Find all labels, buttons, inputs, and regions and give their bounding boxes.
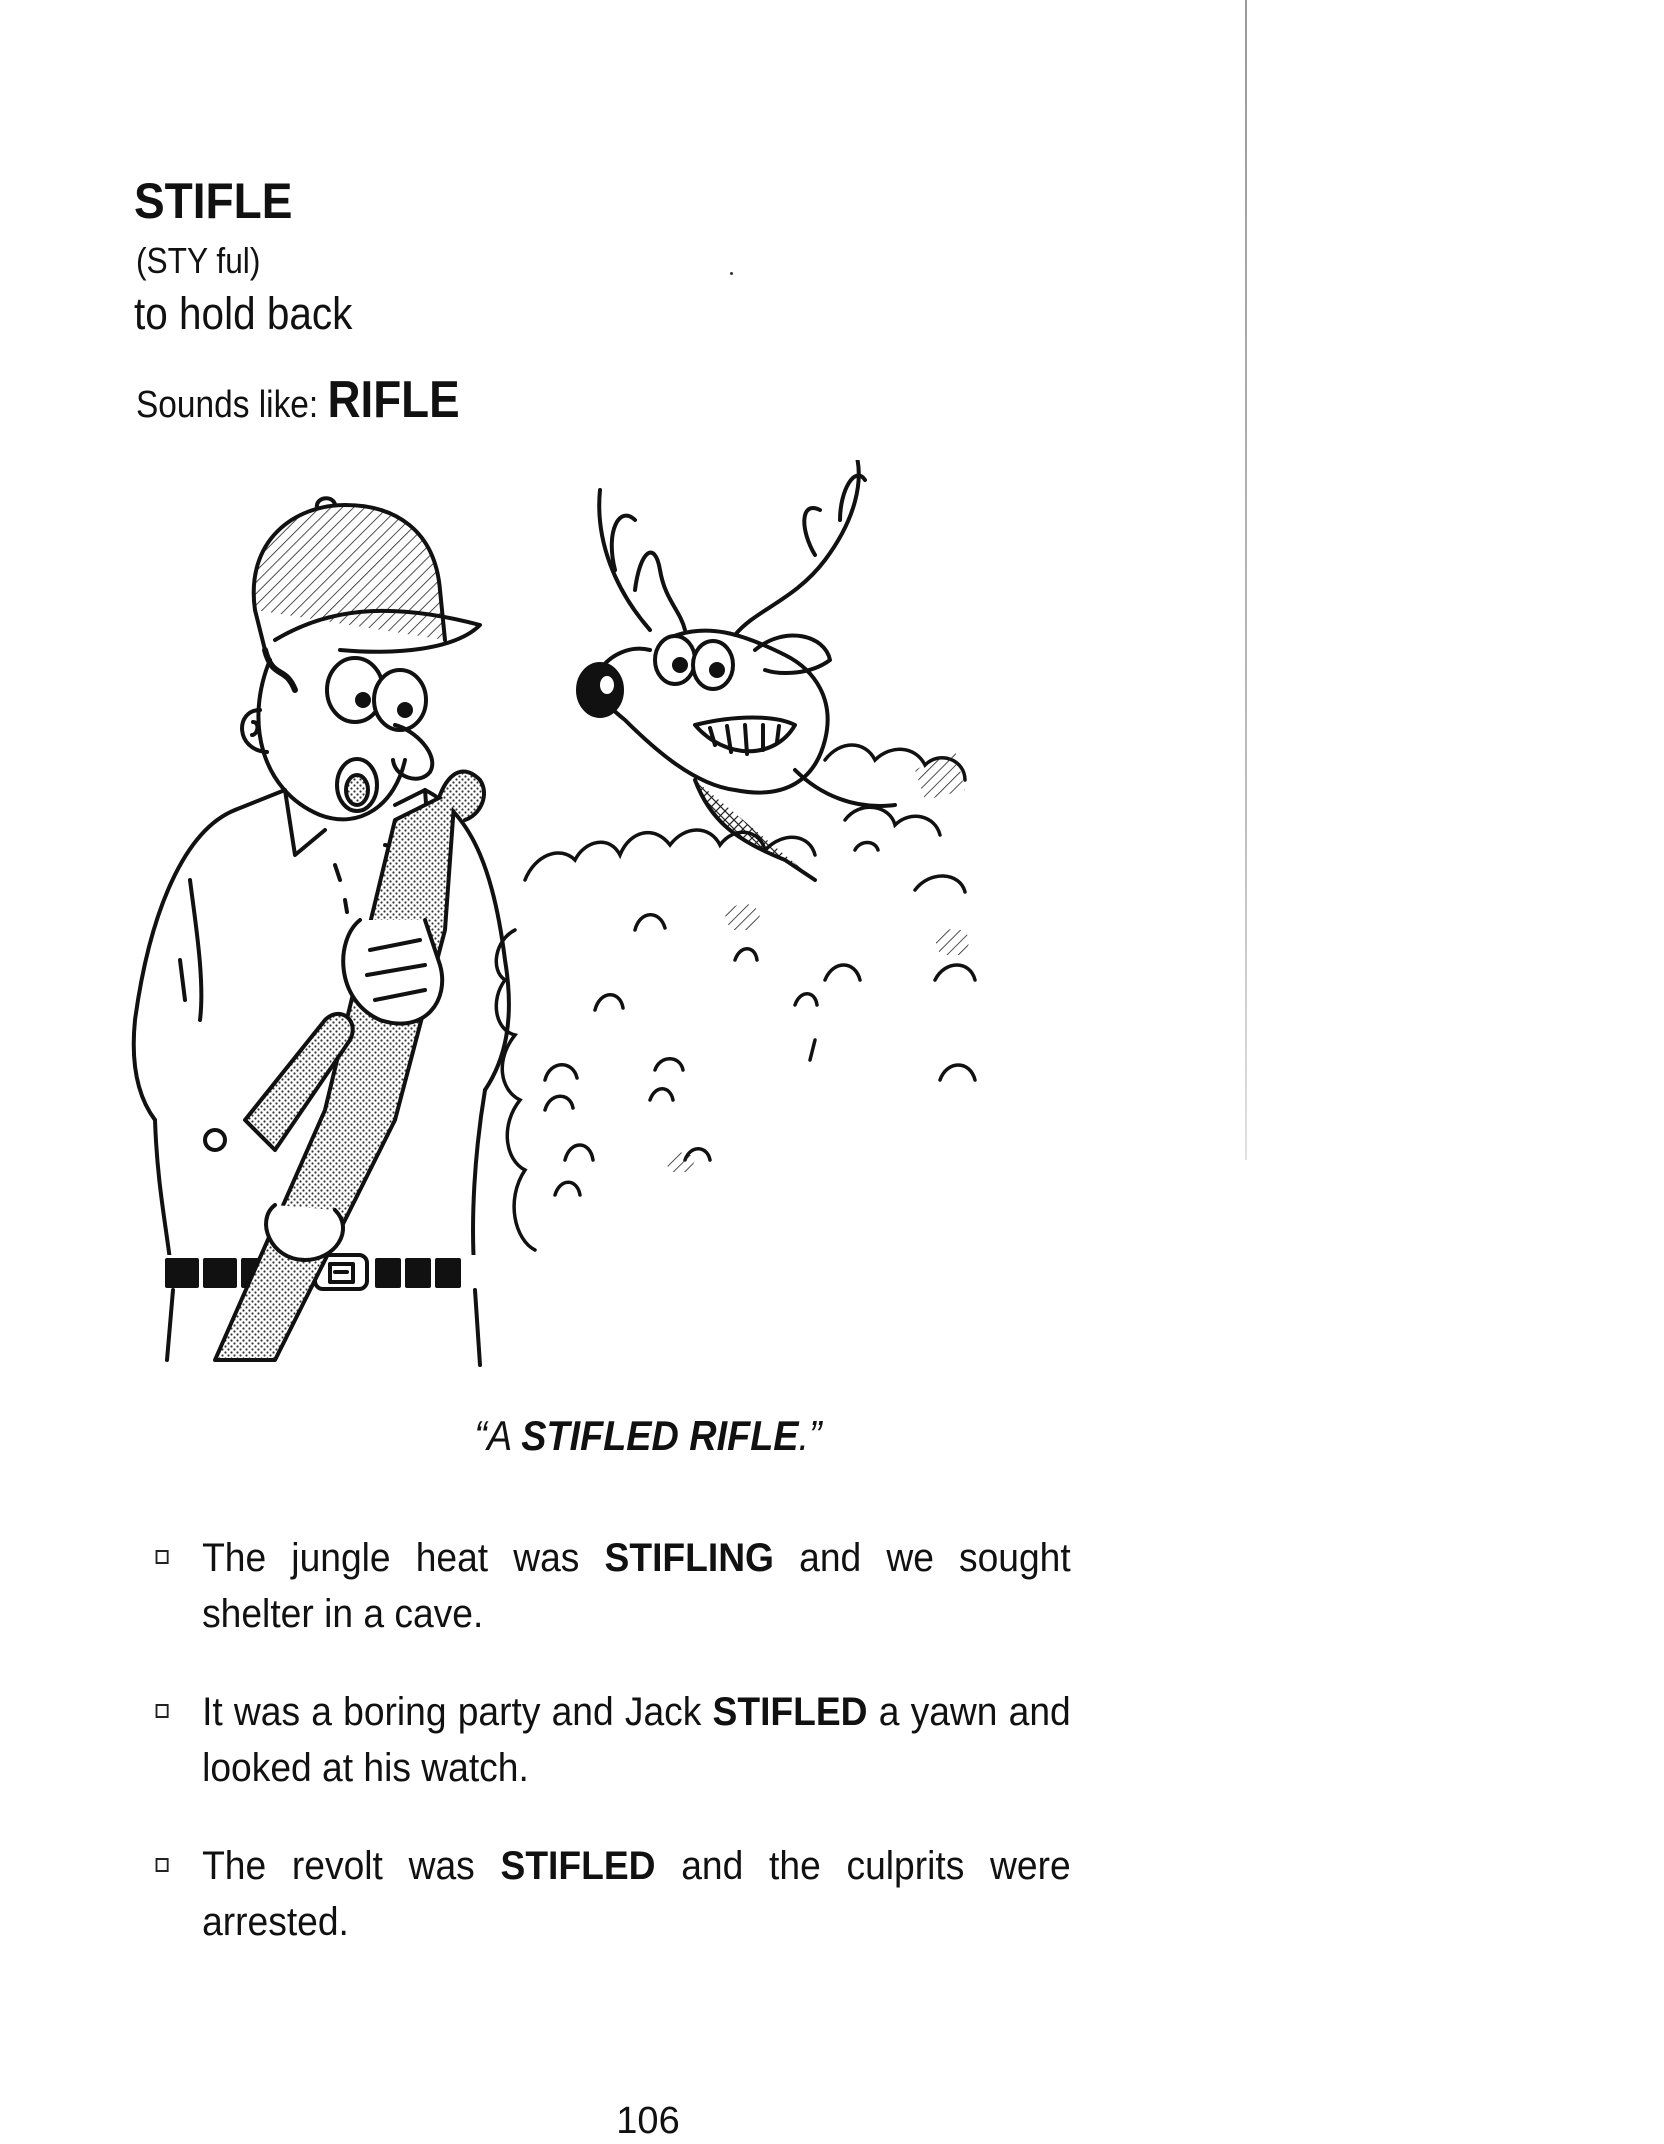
example-text-before: The revolt was	[202, 1844, 501, 1888]
example-keyword: STIFLING	[604, 1536, 775, 1580]
example-text-before: It was a boring party and Jack	[202, 1690, 713, 1734]
illustration-caption	[65, 1412, 1231, 1460]
checkbox-bullet-icon	[156, 1704, 169, 1718]
page-number: 106	[616, 2100, 680, 2142]
checkbox-bullet-icon	[156, 1550, 169, 1564]
example-sentences	[150, 1530, 1140, 1992]
entry-pronunciation: (STY ful)	[136, 240, 261, 281]
example-keyword: STIFLED	[500, 1844, 656, 1888]
hunter-figure	[134, 498, 509, 1365]
example-text-before: The jungle heat was	[202, 1536, 605, 1580]
sounds-like-word: RIFLE	[327, 371, 460, 429]
caption-close: .”	[798, 1412, 822, 1459]
example-sentence	[150, 1838, 1071, 1950]
stray-mark	[730, 272, 733, 275]
example-sentence	[150, 1530, 1071, 1642]
caption-open: “A	[474, 1412, 522, 1459]
checkbox-bullet-icon	[156, 1858, 169, 1872]
example-text-after: and the culprits were arrested.	[202, 1844, 1071, 1944]
page-edge-rule	[1245, 0, 1247, 1160]
example-text-after: and we sought shelter in a cave.	[202, 1536, 1071, 1636]
entry-word: STIFLE	[134, 173, 293, 229]
sounds-like-label: Sounds like:	[136, 384, 319, 426]
sounds-like-line	[136, 370, 460, 430]
entry-definition: to hold back	[134, 288, 353, 339]
caption-bold: STIFLED RIFLE	[521, 1412, 799, 1459]
example-keyword: STIFLED	[712, 1690, 868, 1734]
example-sentence	[150, 1684, 1071, 1796]
cartoon-illustration	[95, 460, 1195, 1400]
example-text-after: a yawn and looked at his watch.	[202, 1690, 1071, 1790]
